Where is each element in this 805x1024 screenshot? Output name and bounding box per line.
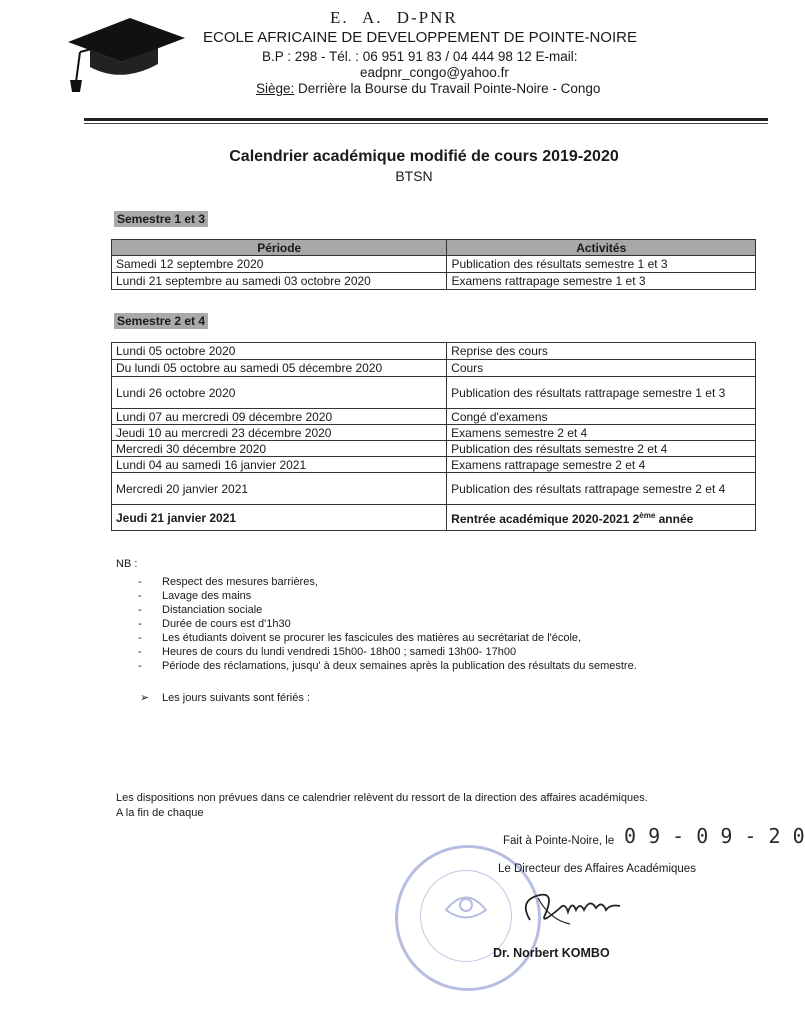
periode-cell: Du lundi 05 octobre au samedi 05 décembre 2020 bbox=[112, 360, 447, 377]
list-item: - Respect des mesures barrières, bbox=[138, 576, 318, 588]
feries-item bbox=[140, 691, 310, 704]
table-row bbox=[112, 360, 756, 377]
table-row bbox=[112, 441, 756, 457]
periode-cell: Jeudi 21 janvier 2021 bbox=[112, 505, 447, 531]
list-item: - Les étudiants doivent se procurer les fascicules des matières au secrétariat de l'école, bbox=[138, 632, 582, 644]
fin-text: A la fin de chaque bbox=[116, 807, 204, 819]
activite-main: Rentrée académique 2020-2021 2 bbox=[451, 512, 640, 526]
semestre-1-heading: Semestre 1 et 3 bbox=[114, 211, 208, 227]
feries-text: Les jours suivants sont fériés : bbox=[162, 692, 310, 704]
directeur-title: Le Directeur des Affaires Académiques bbox=[498, 863, 696, 875]
periode-cell: Lundi 04 au samedi 16 janvier 2021 bbox=[112, 457, 447, 473]
table-row bbox=[112, 273, 756, 290]
periode-cell: Mercredi 20 janvier 2021 bbox=[112, 473, 447, 505]
activite-cell: Examens rattrapage semestre 1 et 3 bbox=[447, 273, 756, 290]
dispositions-text: Les dispositions non prévues dans ce calendrier relèvent du ressort de la direction des affaires académiques. bbox=[116, 792, 648, 804]
periode-cell: Lundi 21 septembre au samedi 03 octobre 2020 bbox=[112, 273, 447, 290]
list-item: - Lavage des mains bbox=[138, 590, 252, 602]
activite-cell bbox=[447, 505, 756, 531]
activite-cell: Publication des résultats semestre 2 et 4 bbox=[447, 441, 756, 457]
table-row bbox=[112, 457, 756, 473]
list-item: - Période des réclamations, jusqu' à deux semaines après la publication des résultats du semestre. bbox=[138, 660, 637, 672]
col-activites: Activités bbox=[447, 240, 756, 256]
activite-cell: Cours bbox=[447, 360, 756, 377]
activite-cell: Reprise des cours bbox=[447, 343, 756, 360]
periode-cell: Jeudi 10 au mercredi 23 décembre 2020 bbox=[112, 425, 447, 441]
activite-cell: Publication des résultats rattrapage semestre 1 et 3 bbox=[447, 377, 756, 409]
siege-line bbox=[256, 81, 600, 96]
nb-label: NB : bbox=[116, 558, 138, 570]
email: eadpnr_congo@yahoo.fr bbox=[360, 65, 509, 80]
table-row bbox=[112, 409, 756, 425]
school-name: ECOLE AFRICAINE DE DEVELOPPEMENT DE POINTE-NOIRE bbox=[203, 29, 637, 46]
contact-line: B.P : 298 - Tél. : 06 951 91 83 / 04 444 98 12 E-mail: bbox=[262, 49, 578, 64]
list-item: - Heures de cours du lundi vendredi 15h00- 18h00 ; samedi 13h00- 17h00 bbox=[138, 646, 517, 658]
semestre-2-heading: Semestre 2 et 4 bbox=[114, 313, 208, 329]
activite-cell: Examens semestre 2 et 4 bbox=[447, 425, 756, 441]
fait-a-text: Fait à Pointe-Noire, le bbox=[503, 835, 615, 847]
semestre-2-table bbox=[111, 342, 756, 531]
siege-address: Derrière la Bourse du Travail Pointe-Noire - Congo bbox=[294, 81, 601, 96]
activite-end: année bbox=[655, 512, 694, 526]
table-row bbox=[112, 425, 756, 441]
handwritten-date: 0 9 - 0 9 - 2 0 bbox=[624, 824, 805, 848]
periode-cell: Samedi 12 septembre 2020 bbox=[112, 256, 447, 273]
activite-cell: Examens rattrapage semestre 2 et 4 bbox=[447, 457, 756, 473]
table-row bbox=[112, 505, 756, 531]
activite-cell: Publication des résultats semestre 1 et 3 bbox=[447, 256, 756, 273]
periode-cell: Mercredi 30 décembre 2020 bbox=[112, 441, 447, 457]
school-acronym: E. A. D-PNR bbox=[330, 8, 458, 27]
periode-cell: Lundi 07 au mercredi 09 décembre 2020 bbox=[112, 409, 447, 425]
table-row bbox=[112, 473, 756, 505]
periode-cell: Lundi 26 octobre 2020 bbox=[112, 377, 447, 409]
graduation-cap-logo bbox=[60, 12, 190, 92]
arrow-bullet-icon: ➢ bbox=[140, 692, 150, 704]
stamp-emblem-icon bbox=[436, 880, 496, 930]
signature bbox=[510, 880, 630, 940]
activite-cell: Publication des résultats rattrapage semestre 2 et 4 bbox=[447, 473, 756, 505]
table-row bbox=[112, 256, 756, 273]
list-item: - Durée de cours est d'1h30 bbox=[138, 618, 291, 630]
page-subtitle: BTSN bbox=[395, 168, 433, 184]
periode-cell: Lundi 05 octobre 2020 bbox=[112, 343, 447, 360]
page-title: Calendrier académique modifié de cours 2019-2020 bbox=[229, 148, 619, 165]
activite-cell: Congé d'examens bbox=[447, 409, 756, 425]
header-rule bbox=[84, 118, 768, 121]
nb-list bbox=[138, 572, 637, 670]
header-rule-thin bbox=[84, 123, 768, 124]
semestre-1-table bbox=[111, 239, 756, 290]
signatory-name: Dr. Norbert KOMBO bbox=[493, 946, 610, 960]
col-periode: Période bbox=[112, 240, 447, 256]
table-row bbox=[112, 343, 756, 360]
activite-sup: ème bbox=[639, 511, 656, 520]
list-item: - Distanciation sociale bbox=[138, 604, 263, 616]
siege-label: Siège: bbox=[256, 81, 295, 96]
table-header-row bbox=[112, 240, 756, 256]
table-row bbox=[112, 377, 756, 409]
